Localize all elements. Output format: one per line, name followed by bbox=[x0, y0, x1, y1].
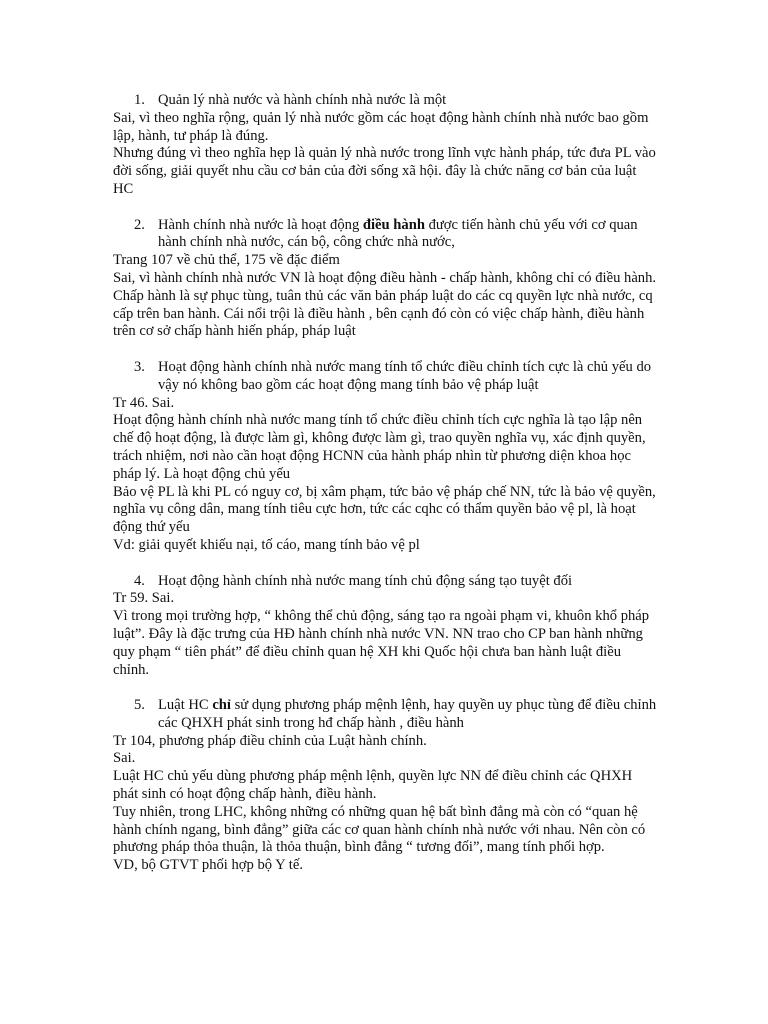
answer-paragraph: Vd: giải quyết khiếu nại, tố cáo, mang tính bảo vệ pl bbox=[113, 536, 420, 553]
answer-paragraph: Tr 46. Sai. bbox=[113, 394, 175, 411]
question-number: 3. bbox=[134, 358, 145, 375]
question-number: 1. bbox=[134, 92, 145, 108]
question-text: Quản lý nhà nước và hành chính nhà nước là một bbox=[158, 92, 447, 108]
answer-paragraph: Hoạt động hành chính nhà nước mang tính tổ chức điều chỉnh tích cực nghĩa là tạo lập nên chế độ hoạt động, là được làm gì, không được làm gì, trao quyền nghĩa vụ, xác định quyền, trách nhiệm, nơi nào cần hoạt động HCNN của hành pháp nhìn từ phương diện khoa học pháp lý. Là hoạt động chủ yếu bbox=[113, 412, 646, 482]
answer-paragraph: Sai, vì theo nghĩa rộng, quản lý nhà nước gồm các hoạt động hành chính nhà nước bao gồm lập, hành, tư pháp là đúng. bbox=[113, 109, 649, 144]
question-number: 2. bbox=[134, 216, 145, 233]
answer-paragraph: Sai. bbox=[113, 750, 136, 767]
answer-paragraph: Chấp hành là sự phục tùng, tuân thủ các văn bản pháp luật do các cq quyền lực nhà nước, cq cấp trên ban hành. Cái nổi trội là điều hành , bên cạnh đó còn có việc chấp hành, điều hành trên cơ sở chấp hành hiến pháp, pháp luật bbox=[113, 287, 653, 340]
emphasis: chỉ bbox=[212, 697, 231, 714]
answer-paragraph: Tuy nhiên, trong LHC, không những có những quan hệ bất bình đẳng mà còn có “quan hệ hành chính ngang, bình đẳng” giữa các cơ quan hành chính nhà nước với nhau. Nên còn có phương pháp thỏa thuận, là thỏa thuận, bình đẳng “ tương đối”, mang tính phối hợp. bbox=[113, 803, 646, 856]
question-5 bbox=[113, 697, 658, 733]
emphasis: điều hành bbox=[362, 216, 425, 233]
answer-paragraph: VD, bộ GTVT phối hợp bộ Y tế. bbox=[113, 857, 303, 874]
question-text: Hoạt động hành chính nhà nước mang tính tổ chức điều chỉnh tích cực là chủ yếu do vậy nó không bao gồm các hoạt động mang tính bảo vệ pháp luật bbox=[158, 358, 652, 393]
answer-paragraph: Bảo vệ PL là khi PL có nguy cơ, bị xâm phạm, tức bảo vệ pháp chế NN, tức là bảo vệ quyền, nghĩa vụ công dân, mang tính tiêu cực hơn, tức các cqhc có thẩm quyền bảo vệ pl, là hoạt động thứ yếu bbox=[113, 483, 656, 536]
question-4 bbox=[113, 573, 658, 591]
question-number: 5. bbox=[134, 697, 145, 714]
question-text: Hoạt động hành chính nhà nước mang tính chủ động sáng tạo tuyệt đối bbox=[158, 572, 573, 589]
answer-paragraph: Trang 107 về chủ thể, 175 về đặc điểm bbox=[113, 252, 340, 269]
question-number: 4. bbox=[134, 572, 145, 589]
answer-paragraph: Tr 104, phương pháp điều chỉnh của Luật hành chính. bbox=[113, 732, 427, 749]
question-3 bbox=[113, 359, 658, 395]
answer-paragraph: Tr 59. Sai. bbox=[113, 590, 175, 607]
answer-paragraph: Vì trong mọi trường hợp, “ không thể chủ động, sáng tạo ra ngoài phạm vi, khuôn khổ pháp luật”. Đây là đặc trưng của HĐ hành chính nhà nước VN. NN trao cho CP ban hành những quy phạm “ tiên phát” để điều chỉnh quan hệ XH khi Quốc hội chưa ban hành luật điều chỉnh. bbox=[113, 608, 650, 678]
question-1 bbox=[113, 92, 658, 110]
question-text: Hành chính nhà nước là hoạt động điều hành được tiến hành chủ yếu với cơ quan hành chính nhà nước, cán bộ, công chức nhà nước, bbox=[158, 216, 638, 251]
answer-paragraph: Nhưng đúng vì theo nghĩa hẹp là quản lý nhà nước trong lĩnh vực hành pháp, tức đưa PL vào đời sống, giải quyết nhu cầu cơ bản của đời sống xã hội. đây là chức năng cơ bản của luật HC bbox=[113, 145, 656, 197]
document-page bbox=[113, 92, 658, 875]
answer-paragraph: Sai, vì hành chính nhà nước VN là hoạt động điều hành - chấp hành, không chỉ có điều hành. bbox=[113, 269, 657, 286]
question-text: Luật HC chỉ sử dụng phương pháp mệnh lệnh, hay quyền uy phục tùng để điều chỉnh các QHXH phát sinh trong hđ chấp hành , điều hành bbox=[158, 697, 657, 731]
question-2 bbox=[113, 217, 658, 253]
answer-paragraph: Luật HC chủ yếu dùng phương pháp mệnh lệnh, quyền lực NN để điều chỉnh các QHXH phát sinh có hoạt động chấp hành, điều hành. bbox=[113, 768, 633, 803]
